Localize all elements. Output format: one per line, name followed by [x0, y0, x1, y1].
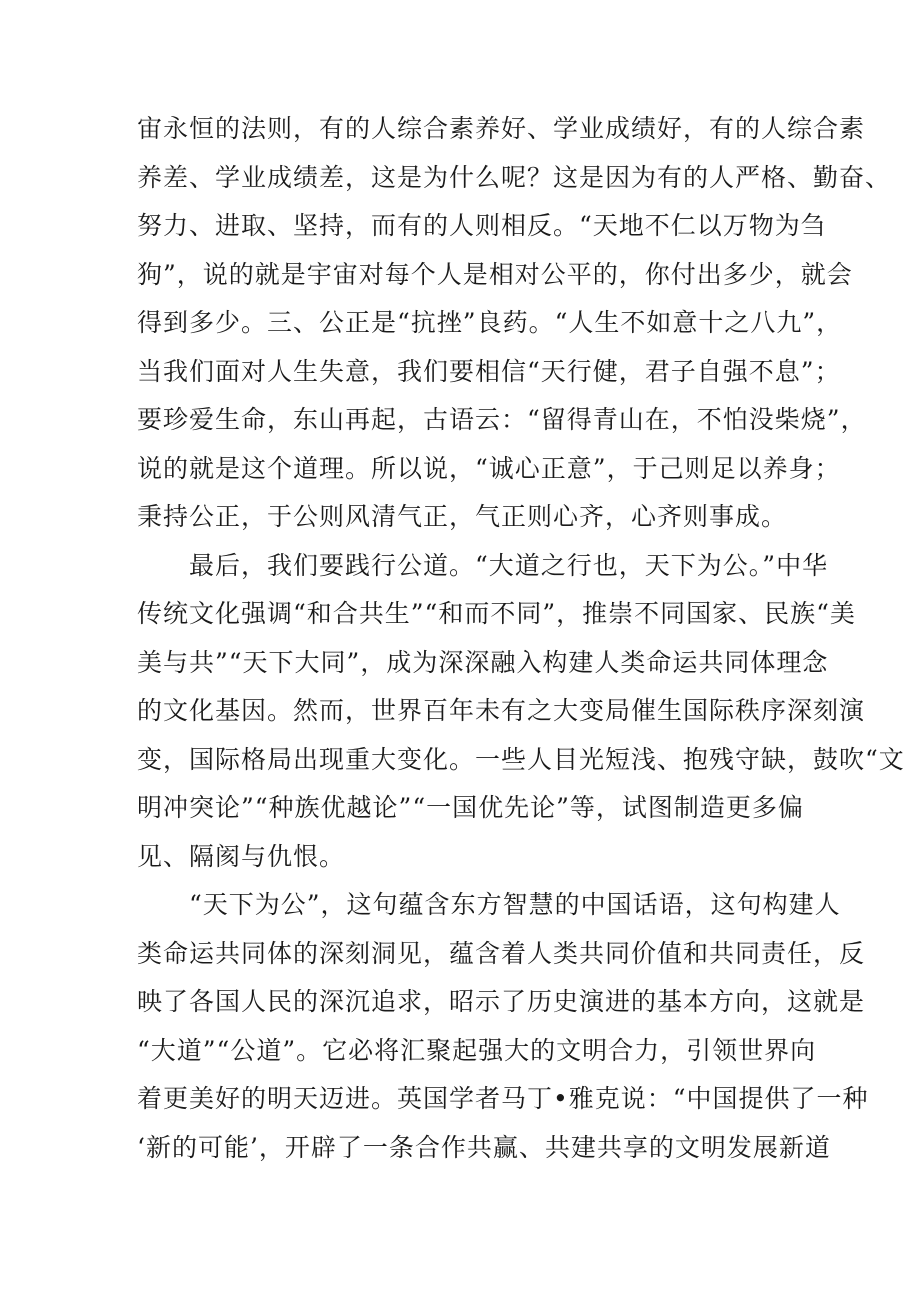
text-line: “天下为公”，这句蕴含东方智慧的中国话语，这句构建人 [137, 890, 841, 919]
text-line: 见、隔阂与仇恨。 [137, 841, 346, 871]
text-line: 变，国际格局出现重大变化。一些人目光短浅、抱残守缺，鼓吹“文 [137, 744, 905, 774]
text-line: 说的就是这个道理。所以说，“诚心正意”，于己则足以养身； [137, 453, 841, 483]
text-line: 当我们面对人生失意，我们要相信“天行健，君子自强不息”； [137, 356, 841, 386]
text-line: 得到多少。三、公正是“抗挫”良药。“人生不如意十之八九”， [137, 308, 843, 337]
text-line: 最后，我们要践行公道。“大道之行也，天下为公。”中华 [137, 550, 829, 580]
text-line: 养差、学业成绩差，这是为什么呢？这是因为有的人严格、勤奋、 [137, 162, 892, 192]
text-line: 着更美好的明天迈进。英国学者马丁•雅克说：“中国提供了一种 [137, 1084, 869, 1113]
text-line: “大道”“公道”。它必将汇聚起强大的文明合力，引领世界向 [137, 1035, 817, 1065]
text-line: 传统文化强调“和合共生”“和而不同”，推崇不同国家、民族“美 [137, 599, 856, 628]
text-line: ‘新的可能’，开辟了一条合作共赢、共建共享的文明发展新道 [137, 1132, 831, 1162]
text-line: 秉持公正，于公则风清气正，气正则心齐，心齐则事成。 [137, 502, 788, 531]
text-line: 美与共”“天下大同”，成为深深融入构建人类命运共同体理念 [137, 647, 829, 677]
text-line: 映了各国人民的深沉追求，昭示了历史演进的基本方向，这就是 [137, 987, 866, 1016]
text-line: 狗”，说的就是宇宙对每个人是相对公平的，你付出多少，就会 [137, 259, 853, 289]
text-line: 努力、进取、坚持，而有的人则相反。“天地不仁以万物为刍 [137, 211, 827, 240]
text-line: 类命运共同体的深刻洞见，蕴含着人类共同价值和共同责任，反 [137, 938, 866, 968]
text-line: 要珍爱生命，东山再起，古语云：“留得青山在，不怕没柴烧”， [137, 405, 867, 434]
text-line: 的文化基因。然而，世界百年未有之大变局催生国际秩序深刻演 [137, 696, 866, 725]
text-line: 宙永恒的法则，有的人综合素养好、学业成绩好，有的人综合素 [137, 114, 866, 143]
document-body [137, 105, 905, 1172]
text-line: 明冲突论”“种族优越论”“一国优先论”等，试图制造更多偏 [137, 793, 804, 822]
